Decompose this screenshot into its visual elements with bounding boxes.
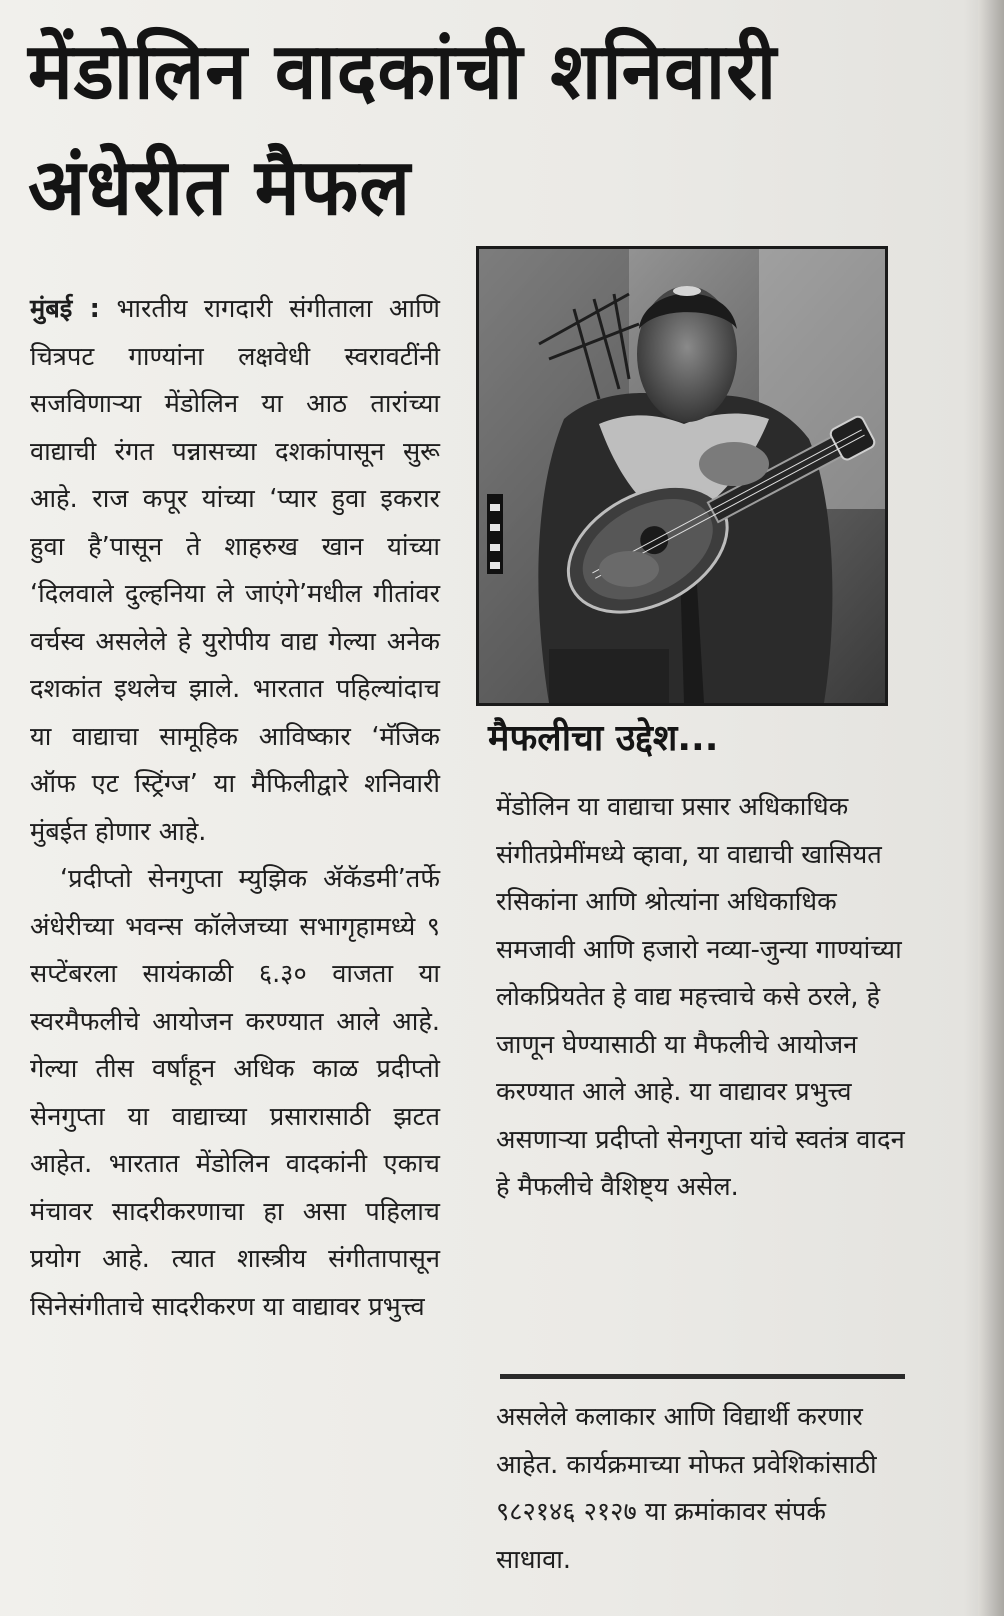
article-body-left-column <box>30 286 440 1331</box>
headline-line-1: मेंडोलिन वादकांची शनिवारी <box>28 27 778 117</box>
column-divider-rule <box>500 1374 905 1379</box>
article-continuation-column <box>496 1394 906 1584</box>
mandolin-player-photo <box>476 246 888 706</box>
headline <box>28 14 892 246</box>
article-paragraph-2: ‘प्रदीप्तो सेनगुप्ता म्युझिक ॲकॅडमी’तर्फे अंधेरीच्या भवन्स कॉलेजच्या सभागृहामध्ये ९ सप्टेंबरला सायंकाळी ६.३० वाजता या स्वरमैफलीचे आयोजन करण्यात आले आहे. गेल्या तीस वर्षांहून अधिक काळ प्रदीप्तो सेनगुप्ता या वाद्याच्या प्रसारासाठी झटत आहेत. भारतात मेंडोलिन वादकांनी एकाच मंचावर सादरीकरणाचा हा असा पहिलाच प्रयोग आहे. त्यात शास्त्रीय संगीतापासून सिनेसंगीताचे सादरीकरण या वाद्यावर प्रभुत्त्व <box>30 864 440 1322</box>
continuation-text: असलेले कलाकार आणि विद्यार्थी करणार आहेत. कार्यक्रमाच्या मोफत प्रवेशिकांसाठी ९८२१४६ २१२७ या क्रमांकावर संपर्क साधावा. <box>496 1402 877 1575</box>
box-text: मेंडोलिन या वाद्याचा प्रसार अधिकाधिक संगीतप्रेमींमध्ये व्हावा, या वाद्याची खासियत रसिकांना आणि श्रोत्यांना अधिकाधिक समजावी आणि हजारो नव्या-जुन्या गाण्यांच्या लोकप्रियतेत हे वाद्य महत्त्वाचे कसे ठरले, हे जाणून घेण्यासाठी या मैफलीचे आयोजन करण्यात आले आहे. या वाद्यावर प्रभुत्त्व असणाऱ्या प्रदीप्तो सेनगुप्ता यांचे स्वतंत्र वादन हे मैफलीचे वैशिष्ट्य असेल. <box>496 792 905 1202</box>
paragraph-1-text: भारतीय रागदारी संगीताला आणि चित्रपट गाण्यांना लक्षवेधी स्वरावटींनी सजविणाऱ्या मेंडोलिन या आठ तारांच्या वाद्याची रंगत पन्नासच्या दशकांपासून सुरू आहे. राज कपूर यांच्या ‘प्यार हुवा इकरार हुवा है’पासून ते शाहरुख खान यांच्या ‘दिलवाले दुल्हनिया ले जाएंगे’मधील गीतांवर वर्चस्व असलेले हे युरोपीय वाद्य गेल्या अनेक दशकांत इथलेच झाले. भारतात पहिल्यांदाच या वाद्याचा सामूहिक आविष्कार ‘मॅजिक ऑफ एट स्ट्रिंग्ज’ या मैफिलीद्वारे शनिवारी मुंबईत होणार आहे. <box>30 294 440 847</box>
article-paragraph-1 <box>30 286 440 856</box>
box-heading: मैफलीचा उद्देश... <box>488 718 719 759</box>
dateline: मुंबई : <box>30 294 100 324</box>
headline-line-2: अंधेरीत मैफल <box>28 143 411 233</box>
article-box-column <box>496 784 906 1212</box>
paper-edge-shadow <box>978 0 1004 1616</box>
